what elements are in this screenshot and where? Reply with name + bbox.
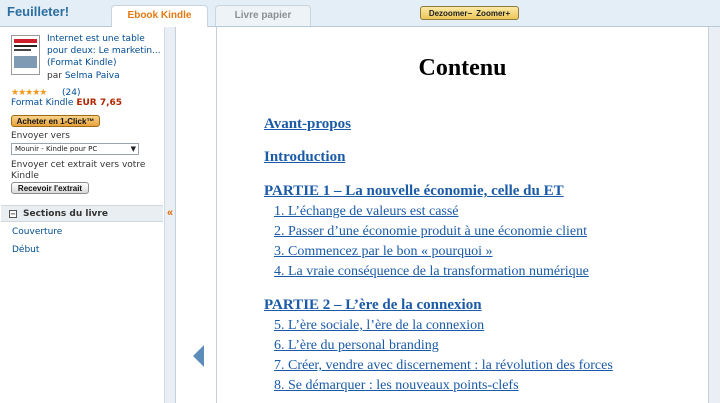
format-label[interactable]: Format Kindle	[11, 98, 74, 108]
review-count-link[interactable]: (24)	[62, 88, 81, 98]
toc-entry-introduction[interactable]: Introduction	[264, 149, 346, 165]
section-link-couverture[interactable]: Couverture	[12, 227, 63, 237]
send-to-device-select[interactable]	[11, 143, 139, 155]
rating-stars-icon[interactable]: ★★★★★	[11, 88, 47, 98]
author-prefix: par	[47, 71, 62, 81]
book-cover-image[interactable]	[11, 35, 40, 75]
buy-1-click-button[interactable]: Acheter en 1-Click™	[11, 115, 100, 127]
book-page	[217, 27, 708, 403]
toc-entry-chapter-5[interactable]: 5. L’ère sociale, l’ère de la connexion	[274, 318, 485, 333]
toc-entry-partie-1[interactable]: PARTIE 1 – La nouvelle économie, celle du ET	[264, 183, 564, 199]
previous-page-arrow-icon[interactable]	[193, 345, 204, 367]
send-to-device-value: Mounir - Kindle pour PC	[15, 145, 98, 153]
sections-header[interactable]	[1, 205, 163, 222]
format-price	[11, 98, 122, 108]
book-title-link[interactable]: Internet est une table pour deux: Le marketin... (Format Kindle)	[47, 34, 161, 68]
brand-logo: Feuilleter!	[7, 4, 70, 19]
toc-entry-chapter-6[interactable]: 6. L’ère du personal branding	[274, 338, 439, 353]
sections-header-label: Sections du livre	[23, 209, 108, 219]
toc-entry-chapter-8[interactable]: 8. Se démarquer : les nouveaux points-clefs	[274, 378, 519, 393]
previous-page-area[interactable]	[176, 27, 216, 403]
zoom-out-button[interactable]: Dezoomer−	[428, 8, 473, 18]
toc-entry-chapter-1[interactable]: 1. L’échange de valeurs est cassé	[274, 204, 459, 219]
toc-entry-avant-propos[interactable]: Avant-propos	[264, 116, 351, 132]
zoom-control	[420, 6, 519, 20]
toc-entry-chapter-2[interactable]: 2. Passer d’une économie produit à une économie client	[274, 224, 587, 239]
toc-entry-chapter-4[interactable]: 4. La vraie conséquence de la transformation numérique	[274, 264, 589, 279]
get-extract-button[interactable]: Recevoir l'extrait	[11, 182, 89, 194]
author-link[interactable]: Selma Paiva	[64, 71, 120, 81]
chevron-down-icon: ▼	[130, 145, 136, 153]
page-title: Contenu	[418, 55, 507, 81]
right-gutter	[708, 27, 720, 403]
toc-entry-chapter-7[interactable]: 7. Créer, vendre avec discernement : la révolution des forces	[274, 358, 613, 373]
sidebar-collapse-bar[interactable]	[164, 27, 176, 403]
section-link-debut[interactable]: Début	[12, 245, 40, 255]
collapse-minus-icon[interactable]: −	[10, 210, 16, 218]
top-toolbar	[0, 0, 720, 27]
price: EUR 7,65	[76, 98, 123, 108]
toc-entry-partie-2[interactable]: PARTIE 2 – L’ère de la connexion	[264, 297, 482, 313]
toc-entry-chapter-3[interactable]: 3. Commencez par le bon « pourquoi »	[274, 244, 493, 259]
zoom-in-button[interactable]: Zoomer+	[476, 8, 511, 18]
tab-ebook-kindle[interactable]: Ebook Kindle	[111, 5, 208, 27]
send-to-label: Envoyer vers	[11, 131, 70, 141]
book-author	[47, 71, 120, 81]
send-extract-label: Envoyer cet extrait vers votre Kindle	[11, 160, 146, 181]
tab-livre-papier[interactable]: Livre papier	[215, 5, 311, 26]
collapse-chevron-icon[interactable]: «	[167, 207, 174, 219]
